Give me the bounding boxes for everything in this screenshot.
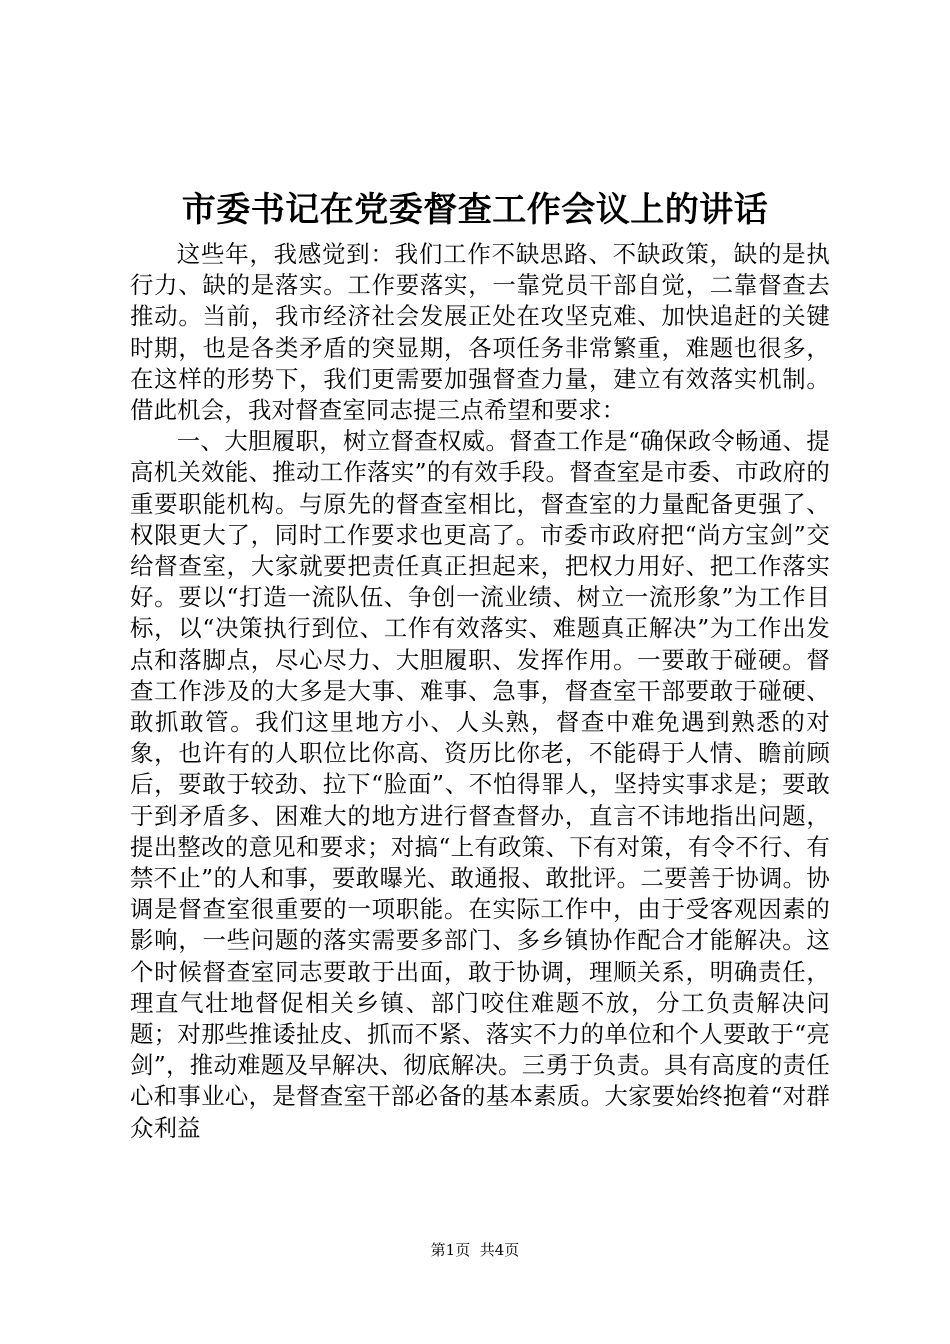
page-footer <box>0 1240 950 1260</box>
page-total: 共4页 <box>479 1241 520 1259</box>
document-title: 市委书记在党委督查工作会议上的讲话 <box>181 190 769 230</box>
document-body <box>130 239 830 1144</box>
paragraph-point-one: 一、大胆履职，树立督查权威。督查工作是“确保政令畅通、提高机关效能、推动工作落实”的有效手段。督查室是市委、市政府的重要职能机构。与原先的督查室相比，督查室的力量配备更强了、权限更大了，同时工作要求也更高了。市委市政府把“尚方宝剑”交给督查室，大家就要把责任真正担起来，把权力用好、把工作落实好。要以“打造一流队伍、争创一流业绩、树立一流形象”为工作目标，以“决策执行到位、工作有效落实、难题真正解决”为工作出发点和落脚点，尽心尽力、大胆履职、发挥作用。一要敢于碰硬。督查工作涉及的大多是大事、难事、急事，督查室干部要敢于碰硬、敢抓敢管。我们这里地方小、人头熟，督查中难免遇到熟悉的对象，也许有的人职位比你高、资历比你老，不能碍于人情、瞻前顾后，要敢于较劲、拉下“脸面”、不怕得罪人，坚持实事求是；要敢于到矛盾多、困难大的地方进行督查督办，直言不讳地指出问题，提出整改的意见和要求；对搞“上有政策、下有对策，有令不行、有禁不止”的人和事，要敢曝光、敢通报、敢批评。二要善于协调。协调是督查室很重要的一项职能。在实际工作中，由于受客观因素的影响，一些问题的落实需要多部门、多乡镇协作配合才能解决。这个时候督查室同志要敢于出面，敢于协调，理顺关系，明确责任，理直气壮地督促相关乡镇、部门咬住难题不放，分工负责解决问题；对那些推诿扯皮、抓而不紧、落实不力的单位和个人要敢于“亮剑”，推动难题及早解决、彻底解决。三勇于负责。具有高度的责任心和事业心，是督查室干部必备的基本素质。大家要始终抱着“对群众利益 <box>130 427 830 1142</box>
page-number: 第1页 <box>430 1241 471 1259</box>
paragraph-intro: 这些年，我感觉到：我们工作不缺思路、不缺政策，缺的是执行力、缺的是落实。工作要落实，一靠党员干部自觉，二靠督查去推动。当前，我市经济社会发展正处在攻坚克难、加快追赶的关键时期，也是各类矛盾的突显期，各项任务非常繁重，难题也很多，在这样的形势下，我们更需要加强督查力量，建立有效落实机制。借此机会，我对督查室同志提三点希望和要求： <box>130 240 830 425</box>
